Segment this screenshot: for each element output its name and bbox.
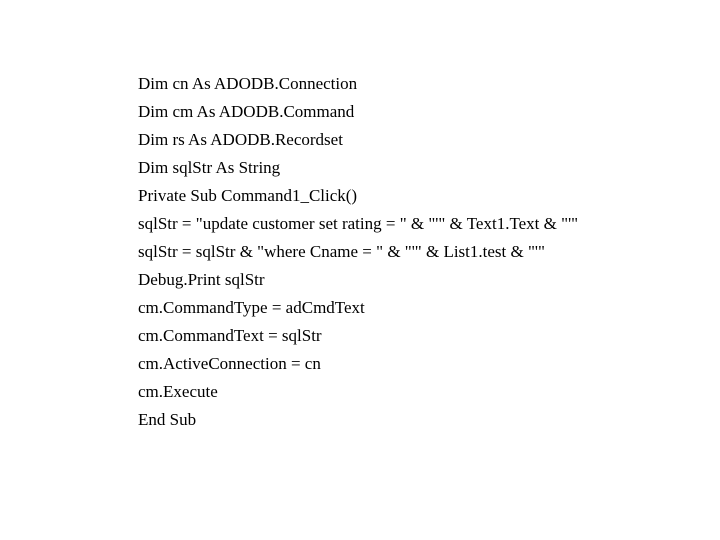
code-line-active-connection: cm.ActiveConnection = cn xyxy=(138,354,321,373)
code-line-dim-cm: Dim cm As ADODB.Command xyxy=(138,102,355,121)
code-listing xyxy=(138,72,698,436)
code-line-sqlstr-where: sqlStr = sqlStr & "where Cname = " & "'" & List1.test & "'" xyxy=(138,242,545,261)
code-line-dim-cn: Dim cn As ADODB.Connection xyxy=(138,74,358,93)
code-line-sub-declaration: Private Sub Command1_Click() xyxy=(138,186,358,205)
code-line-end-sub: End Sub xyxy=(138,410,197,429)
code-line-execute: cm.Execute xyxy=(138,382,218,401)
code-line-command-type: cm.CommandType = adCmdText xyxy=(138,298,365,317)
code-line-sqlstr-update: sqlStr = "update customer set rating = " & "'" & Text1.Text & "'" xyxy=(138,214,579,233)
code-line-dim-rs: Dim rs As ADODB.Recordset xyxy=(138,130,343,149)
code-line-command-text: cm.CommandText = sqlStr xyxy=(138,326,322,345)
code-line-dim-sqlstr: Dim sqlStr As String xyxy=(138,158,281,177)
code-line-debug-print: Debug.Print sqlStr xyxy=(138,270,265,289)
